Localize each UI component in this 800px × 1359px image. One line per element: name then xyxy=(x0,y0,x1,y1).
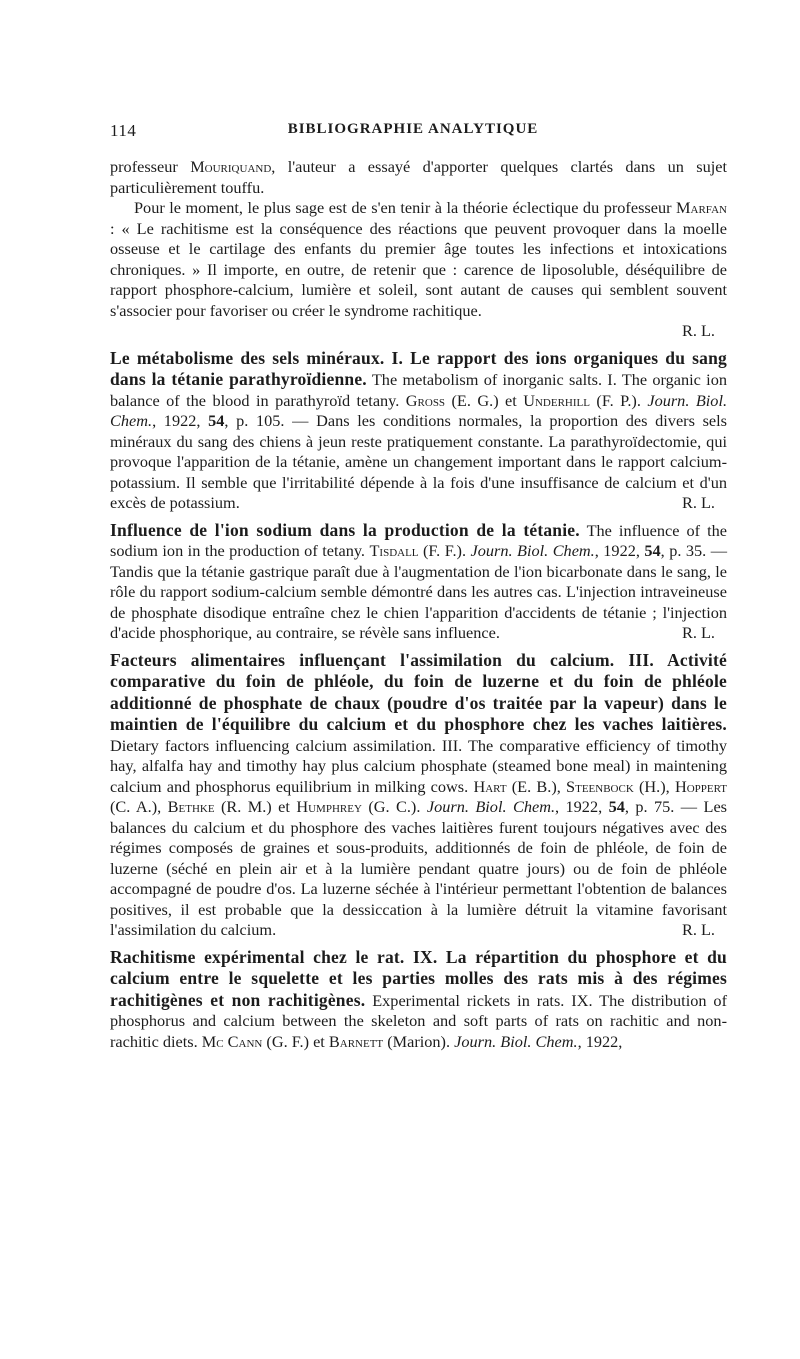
reviewer-signature: R. L. xyxy=(681,920,715,939)
entry-title: Influence de l'ion sodium dans la production de la tétanie. xyxy=(110,519,580,540)
author-name: Hoppert xyxy=(674,776,727,796)
bibliography-entry: Le métabolisme des sels minéraux. I. Le rapport des ions organiques du sang dans la tétanie parathyroïdienne. The metabolism of inorganic salts. I. The organic ion balance of the blood in parathyroïd tetany. Gross (E. G.) et Underhill (F. P.). Journ. Biol. Chem., 1922, 54, p. 105. — Dans les conditions normales, la proportion des divers sels minéraux du sang des chiens à jeun reste pratiquement constante. La parathyroïdectomie, qui provoque l'apparition de la tétanie, amène un changement important dans le rapport calcium-potassium. Il semble que l'irritabilité dépende à la fois d'une insuffisance de calcium et d'un excès de potassium. R. L. xyxy=(110,347,728,512)
author-name: Steenbock xyxy=(566,776,634,796)
entry-english-title: Dietary factors influencing calcium assimilation. III. The comparative efficiency of timothy hay, alfalfa hay and timothy hay plus calcium phosphate (steamed bone meal) in maintening calcium and phosphorus equilibrium in milking cows. xyxy=(110,735,727,796)
bibliography-entry: Facteurs alimentaires influençant l'assimilation du calcium. III. Activité comparative du foin de phléole, du foin de luzerne et du foin de phléole additionné de phosphate de chaux (poudre d'os traitée par la vapeur) dans le maintien de l'équilibre du calcium et du phosphore chez les vaches laitières. Dietary factors influencing calcium assimilation. III. The comparative efficiency of timothy hay, alfalfa hay and timothy hay plus calcium phosphate (steamed bone meal) in maintening calcium and phosphorus equilibrium in milking cows. Hart (E. B.), Steenbock (H.), Hoppert (C. A.), Bethke (R. M.) et Humphrey (G. C.). Journ. Biol. Chem., 1922, 54, p. 75. — Les balances du calcium et du phosphore des vaches laitières furent toujours négatives avec des régimes composés de graines et sous-produits, additionnés de foin de phléole, de foin de luzerne (séché en plein air et à la lumière pendant quatre jours) ou de foin de phléole accompagné de poudre d'os. La luzerne séchée à l'intérieur permettant l'obtention de balances positives, il est probable que la dessiccation à la lumière détruit la vitamine favorisant l'assimilation du calcium. R. L. xyxy=(110,649,728,939)
entry-english-title: The influence of the sodium ion in the production of tetany. xyxy=(110,520,727,560)
bibliography-entry: Influence de l'ion sodium dans la production de la tétanie. The influence of the sodium ion in the production of tetany. Tisdall (F. F.). Journ. Biol. Chem., 1922, 54, p. 35. — Tandis que la tétanie gastrique paraît due à l'augmentation de l'ion bicarbonate dans le sang, le rôle du rapport sodium-calcium semble démontré dans les autres cas. L'injection intraveineuse de phosphate disodique entraîne chez le chien l'apparition d'accidents de tétanie ; l'injection d'acide phosphorique, au contraire, se révèle sans influence. R. L. xyxy=(110,519,727,642)
author-name: Underhill xyxy=(523,390,590,410)
journal-name: Journ. Biol. Chem. xyxy=(110,390,728,430)
entry-summary: — Les balances du calcium et du phosphore des vaches laitières furent toujours négatives avec des régimes composés de graines et sous-produits, additionnés de foin de phléole, de foin de luzerne (séché en plein air et à la lumière pendant quatre jours) ou de foin de phléole accompagné de poudre d'os. La luzerne séchée à l'intérieur permettant l'obtention de balances positives, il est probable que la dessiccation à la lumière détruit la vitamine favorisant l'assimilation du calcium. xyxy=(110,797,728,939)
entry-summary: — Tandis que la tétanie gastrique paraît due à l'augmentation de l'ion bicarbonate dans le sang, le rôle du rapport sodium-calcium semble démontré dans les autres cas. L'injection intraveineuse de phosphate disodique entraîne chez le chien l'apparition d'accidents de tétanie ; l'injection d'acide phosphorique, au contraire, se révèle sans influence. xyxy=(110,541,727,642)
intro-paragraph: professeur Mouriquand, l'auteur a essayé d'apporter quelques clartés dans un sujet particulièrement touffu. xyxy=(110,157,728,197)
volume-number: 54 xyxy=(608,797,625,816)
journal-name: Journ. Biol. Chem. xyxy=(470,541,595,560)
page-header xyxy=(110,121,716,145)
intro-paragraph: Pour le moment, le plus sage est de s'en tenir à la théorie éclectique du professeur Marfan : « Le rachitisme est la conséquence des réactions que peuvent provoquer dans la moelle osseuse et le cartilage des enfants du premier âge toutes les infections et intoxications chroniques. » Il importe, en outre, de retenir que : carence de liposoluble, déséquilibre de rapport phosphore-calcium, lumière et soleil, sont autant de causes qui semblent souvent s'associer pour favoriser ou créer le syndrome rachitique. xyxy=(110,198,727,320)
author-name: Barnett xyxy=(328,1031,384,1051)
page-number: 114 xyxy=(110,121,137,140)
reviewer-signature: R. L. xyxy=(681,623,715,642)
reviewer-signature: R. L. xyxy=(681,493,715,512)
author-name: Hart xyxy=(473,776,507,796)
journal-name: Journ. Biol. Chem. xyxy=(454,1031,578,1051)
entry-title: Facteurs alimentaires influençant l'assimilation du calcium. III. Activité comparative du foin de phléole, du foin de luzerne et du foin de phléole additionné de phosphate de chaux (poudre d'os traitée par la vapeur) dans le maintien de l'équilibre du calcium et du phosphore chez les vaches laitières. xyxy=(110,649,727,734)
author-name: Mouriquand xyxy=(190,157,272,176)
author-name: Gross xyxy=(405,390,446,410)
volume-number: 54 xyxy=(644,541,661,560)
entry-english-title: Experimental rickets in rats. IX. The distribution of phosphorus and calcium between the skeleton and soft parts of rats on rachitic and non-rachitic diets. xyxy=(110,990,727,1051)
author-name: Bethke xyxy=(167,797,215,816)
page-body xyxy=(110,157,727,1052)
author-name: Humphrey xyxy=(296,797,362,816)
author-name: Mc Cann xyxy=(201,1031,263,1051)
entry-title: Rachitisme expérimental chez le rat. IX. La répartition du phosphore et du calcium entre le squelette et les parties molles des rats mis à des régimes rachitigènes et non rachitigènes. xyxy=(110,946,727,1010)
entry-title: Le métabolisme des sels minéraux. I. Le rapport des ions organiques du sang dans la tétanie parathyroïdienne. xyxy=(110,347,727,389)
reviewer-signature: R. L. xyxy=(681,321,715,340)
entry-summary: — Dans les conditions normales, la proportion des divers sels minéraux du sang des chiens à jeun reste pratiquement constante. La parathyroïdectomie, qui provoque l'apparition de la tétanie, amène un changement important dans le rapport calcium-potassium. Il semble que l'irritabilité dépende à la fois d'une insuffisance de calcium et d'un excès de potassium. xyxy=(110,411,728,512)
bibliography-entry: Rachitisme expérimental chez le rat. IX. La répartition du phosphore et du calcium entre le squelette et les parties molles des rats mis à des régimes rachitigènes et non rachitigènes. Experimental rickets in rats. IX. The distribution of phosphorus and calcium between the skeleton and soft parts of rats on rachitic and non-rachitic diets. Mc Cann (G. F.) et Barnett (Marion). Journ. Biol. Chem., 1922, xyxy=(110,946,727,1051)
volume-number: 54 xyxy=(208,411,225,430)
author-name: Tisdall xyxy=(369,541,419,560)
entry-english-title: The metabolism of inorganic salts. I. The organic ion balance of the blood in parathyroïd tetany. xyxy=(110,370,727,410)
journal-name: Journ. Biol. Chem. xyxy=(426,797,556,816)
running-title: BIBLIOGRAPHIE ANALYTIQUE xyxy=(287,121,539,137)
author-name: Marfan xyxy=(676,198,727,217)
